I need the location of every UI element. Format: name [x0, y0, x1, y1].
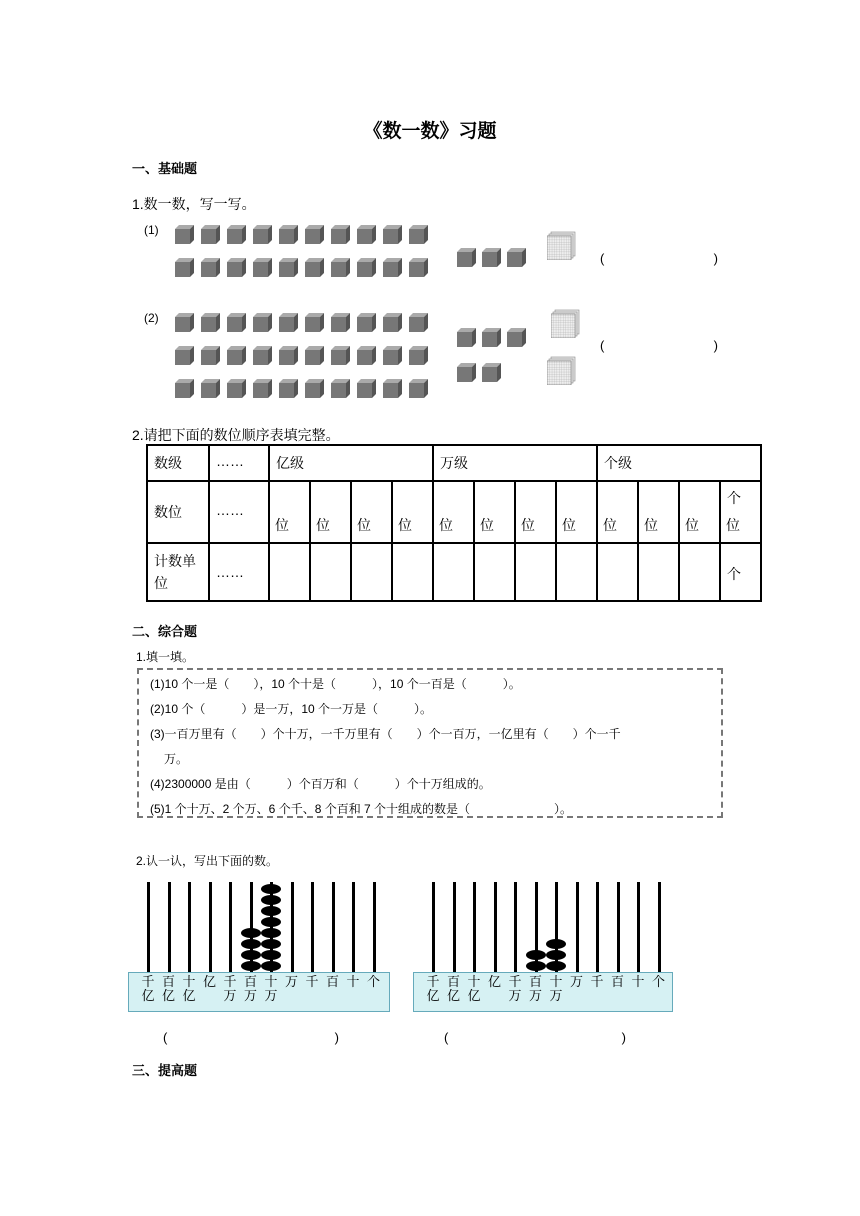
- abacus-bead: [546, 961, 566, 971]
- abacus-rod: [432, 882, 435, 972]
- dots-cell: ……: [209, 481, 269, 543]
- digit-cell: 位: [392, 481, 433, 543]
- abacus-bead: [261, 939, 281, 949]
- fill-line-3: (3)一百万里有（ ）个十万，一千万里有（ ）个一百万，一亿里有（ ）个一千: [150, 727, 621, 741]
- abacus-rod: [637, 882, 640, 972]
- cube-icon: [409, 225, 428, 244]
- cube-icon: [201, 258, 220, 277]
- cube-icon: [253, 225, 272, 244]
- page-title: 《数一数》习题: [363, 121, 497, 142]
- cube-icon: [279, 258, 298, 277]
- abacus-bead: [526, 961, 546, 971]
- row-header-digit: 数位: [147, 481, 209, 543]
- place-label: 十亿: [182, 974, 196, 1003]
- cube-icon: [253, 346, 272, 365]
- abacus-bead: [241, 939, 261, 949]
- dots-cell: ……: [209, 543, 269, 601]
- unit-cell: [597, 543, 638, 601]
- cube-icon: [227, 379, 246, 398]
- digit-cell: 位 个: [720, 481, 761, 543]
- cube-icon: [383, 346, 402, 365]
- unit-cell: [310, 543, 351, 601]
- cube-icon: [253, 379, 272, 398]
- cube-icon: [201, 225, 220, 244]
- abacus-bead: [261, 917, 281, 927]
- abacus-bead: [546, 939, 566, 949]
- cube-icon: [457, 328, 476, 347]
- abacus-bead: [261, 884, 281, 894]
- cube-icon: [457, 363, 476, 382]
- cube-icon: [279, 225, 298, 244]
- abacus-bead: [261, 961, 281, 971]
- abacus-rod: [168, 882, 171, 972]
- cube-icon: [357, 258, 376, 277]
- abacus-rod: [147, 882, 150, 972]
- cube-icon: [383, 258, 402, 277]
- cube-icon: [175, 225, 194, 244]
- abacus-bead: [241, 928, 261, 938]
- cube-icon: [357, 346, 376, 365]
- abacus-rod: [188, 882, 191, 972]
- cube-icon: [305, 258, 324, 277]
- digit-cell: 位: [351, 481, 392, 543]
- cube-icon: [507, 328, 526, 347]
- abacus-bead: [261, 950, 281, 960]
- abacus-bead: [241, 961, 261, 971]
- unit-cell: [556, 543, 597, 601]
- cube-icon: [305, 379, 324, 398]
- unit-cell: 个: [720, 543, 761, 601]
- place-label: 万: [284, 974, 298, 989]
- abacus-bead: [261, 895, 281, 905]
- cube-icon: [175, 258, 194, 277]
- abacus-2: [413, 880, 675, 1012]
- cube-icon: [305, 346, 324, 365]
- unit-cell: [474, 543, 515, 601]
- abacus-rod: [311, 882, 314, 972]
- place-label: 百: [610, 974, 624, 989]
- abacus-rod: [453, 882, 456, 972]
- abacus-question-text: 2.认一认，写出下面的数。: [136, 854, 279, 868]
- cube-icon: [175, 313, 194, 332]
- part-1-label: (1): [144, 223, 159, 237]
- abacus-1: [128, 880, 390, 1012]
- place-label: 千: [305, 974, 319, 989]
- abacus-rod: [576, 882, 579, 972]
- abacus-rod: [658, 882, 661, 972]
- digit-cell: 位: [597, 481, 638, 543]
- group-ge: 个级: [597, 445, 761, 481]
- cube-icon: [227, 313, 246, 332]
- cube-icon: [253, 258, 272, 277]
- digit-cell: 位: [269, 481, 310, 543]
- digit-cell: 位: [515, 481, 556, 543]
- cube-icon: [331, 346, 350, 365]
- abacus-rod: [473, 882, 476, 972]
- place-label: 十亿: [467, 974, 481, 1003]
- cube-icon: [227, 258, 246, 277]
- place-label: 个: [366, 974, 380, 989]
- digit-cell: 位: [679, 481, 720, 543]
- cube-icon: [409, 258, 428, 277]
- abacus-rod: [596, 882, 599, 972]
- unit-cell: [392, 543, 433, 601]
- part-2-label: (2): [144, 311, 159, 325]
- cube-icon: [201, 379, 220, 398]
- abacus-rod: [494, 882, 497, 972]
- unit-cell: [515, 543, 556, 601]
- cube-icon: [253, 313, 272, 332]
- place-label: 十万: [264, 974, 278, 1003]
- cube-icon: [357, 225, 376, 244]
- cube-icon: [409, 346, 428, 365]
- cube-icon: [331, 258, 350, 277]
- place-label: 百万: [243, 974, 257, 1003]
- place-label: 千: [590, 974, 604, 989]
- abacus-rod: [352, 882, 355, 972]
- abacus-bead: [241, 950, 261, 960]
- cube-icon: [357, 313, 376, 332]
- cube-icon: [383, 313, 402, 332]
- section-heading-advanced: 三、提高题: [132, 1063, 198, 1078]
- section-heading-basic: 一、基础题: [132, 161, 198, 176]
- digit-cell: 位: [474, 481, 515, 543]
- cube-icon: [175, 379, 194, 398]
- question-2-text: 2.请把下面的数位顺序表填完整。: [132, 427, 340, 443]
- cube-icon: [357, 379, 376, 398]
- place-label: 千万: [508, 974, 522, 1003]
- row-header-unit: 计数单位: [147, 543, 209, 601]
- place-label: 亿: [487, 974, 501, 989]
- row-header-level: 数级: [147, 445, 209, 481]
- cube-icon: [201, 313, 220, 332]
- question-1-text: 1.数一数，写一写。: [132, 196, 256, 212]
- unit-cell: [679, 543, 720, 601]
- abacus-rod: [373, 882, 376, 972]
- place-label: 千亿: [426, 974, 440, 1003]
- cube-icon: [409, 313, 428, 332]
- digit-cell: 位: [310, 481, 351, 543]
- abacus-bead: [261, 906, 281, 916]
- hundred-flat-icon: [551, 308, 581, 338]
- cube-icon: [457, 248, 476, 267]
- unit-cell: [351, 543, 392, 601]
- cube-icon: [201, 346, 220, 365]
- fill-line-2: (2)10 个（ ）是一万，10 个一万是（ ）。: [150, 702, 433, 716]
- place-label: 百亿: [446, 974, 460, 1003]
- digit-cell: 位: [556, 481, 597, 543]
- abacus-bead: [261, 928, 281, 938]
- hundred-flat-icon: [547, 230, 577, 260]
- cube-icon: [279, 346, 298, 365]
- place-label: 百万: [528, 974, 542, 1003]
- cube-icon: [383, 225, 402, 244]
- fill-line-1: (1)10 个一是（ ），10 个十是（ ），10 个一百是（ ）。: [150, 677, 521, 691]
- cube-icon: [305, 225, 324, 244]
- place-label: 十: [631, 974, 645, 989]
- cube-icon: [331, 313, 350, 332]
- unit-cell: [269, 543, 310, 601]
- cube-icon: [331, 379, 350, 398]
- abacus-rod: [209, 882, 212, 972]
- cube-icon: [331, 225, 350, 244]
- place-label: 十万: [549, 974, 563, 1003]
- cube-icon: [227, 346, 246, 365]
- cube-icon: [409, 379, 428, 398]
- place-label: 个: [651, 974, 665, 989]
- place-value-table: [146, 444, 762, 602]
- place-label: 百: [325, 974, 339, 989]
- place-label: 千万: [223, 974, 237, 1003]
- digit-cell: 位: [433, 481, 474, 543]
- cube-icon: [279, 379, 298, 398]
- cube-icon: [482, 363, 501, 382]
- abacus-bead: [526, 950, 546, 960]
- dots-cell: ……: [209, 445, 269, 481]
- cube-icon: [507, 248, 526, 267]
- fill-line-3b: 万。: [164, 752, 189, 766]
- abacus-rod: [617, 882, 620, 972]
- unit-cell: [433, 543, 474, 601]
- abacus-rod: [332, 882, 335, 972]
- abacus-rod: [514, 882, 517, 972]
- digit-cell: 位: [638, 481, 679, 543]
- abacus-rod: [229, 882, 232, 972]
- place-label: 百亿: [161, 974, 175, 1003]
- group-yi: 亿级: [269, 445, 433, 481]
- cube-icon: [482, 328, 501, 347]
- group-wan: 万级: [433, 445, 597, 481]
- section-heading-comprehensive: 二、综合题: [132, 624, 198, 639]
- fill-line-4: (4)2300000 是由（ ）个百万和（ ）个十万组成的。: [150, 777, 491, 791]
- cube-icon: [383, 379, 402, 398]
- place-label: 千亿: [141, 974, 155, 1003]
- place-label: 十: [346, 974, 360, 989]
- abacus-bead: [546, 950, 566, 960]
- cube-icon: [482, 248, 501, 267]
- fill-line-5: (5)1 个十万、2 个万、6 个千、8 个百和 7 个十组成的数是（ ）。: [150, 802, 573, 816]
- cube-icon: [227, 225, 246, 244]
- cube-icon: [305, 313, 324, 332]
- abacus-rod: [291, 882, 294, 972]
- hundred-flat-icon: [547, 355, 577, 385]
- cube-icon: [175, 346, 194, 365]
- fill-in-text: 1.填一填。: [136, 650, 195, 664]
- cube-icon: [279, 313, 298, 332]
- unit-cell: [638, 543, 679, 601]
- place-label: 万: [569, 974, 583, 989]
- place-label: 亿: [202, 974, 216, 989]
